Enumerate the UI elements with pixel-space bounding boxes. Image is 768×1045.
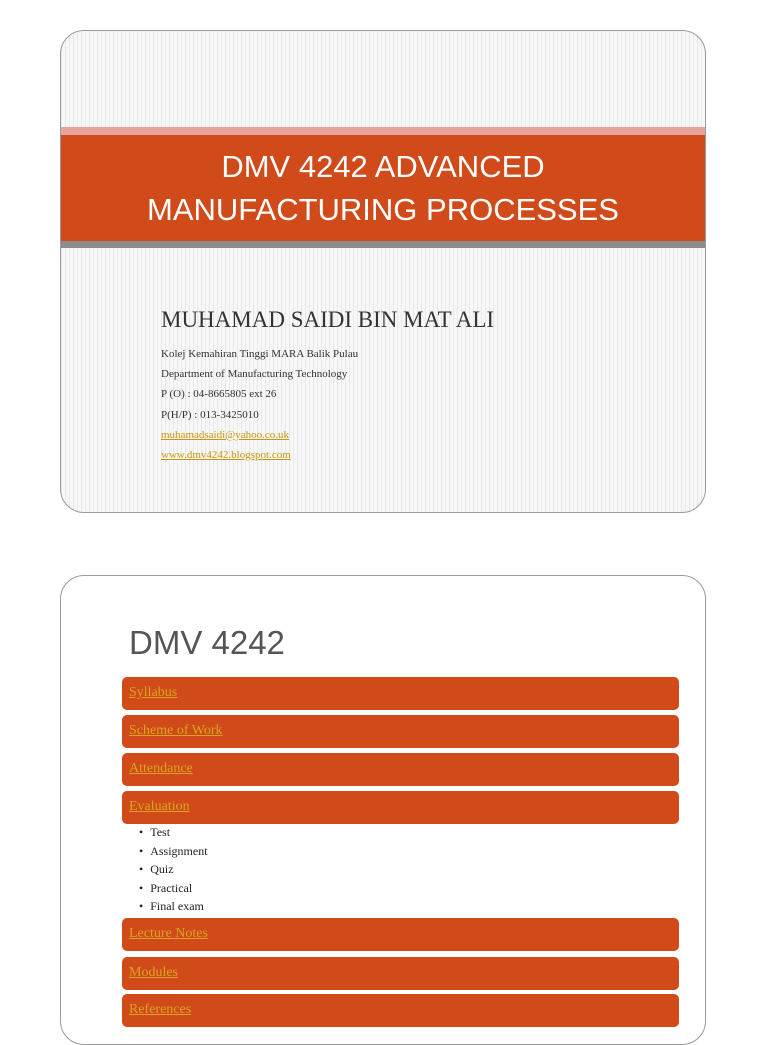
office-phone-text: P (O) : 04-8665805 ext 26 (161, 388, 277, 401)
menu-bar-references (122, 994, 679, 1027)
evaluation-item: • Practical (139, 879, 208, 898)
menu-slide (60, 575, 706, 1045)
institution-text: Kolej Kemahiran Tinggi MARA Balik Pulau (161, 348, 359, 360)
mobile-phone-text: P(H/P) : 013-3425010 (161, 408, 259, 421)
evaluation-list (139, 823, 208, 916)
menu-bar-scheme-of-work (122, 715, 679, 748)
evaluation-item: • Test (139, 823, 208, 842)
email-link[interactable]: muhamadsaidi@yahoo.co.uk (161, 428, 290, 441)
contact-info (161, 344, 358, 465)
menu-bar-attendance (122, 753, 679, 786)
references-link[interactable]: References (129, 1002, 192, 1017)
evaluation-item: • Assignment (139, 842, 208, 861)
evaluation-item: • Quiz (139, 860, 208, 879)
menu-bar-lecture-notes (122, 918, 679, 951)
title-slide (60, 30, 706, 513)
scheme-of-work-link[interactable]: Scheme of Work (129, 723, 223, 738)
menu-bar-syllabus (122, 677, 679, 710)
menu-bar-modules (122, 957, 679, 990)
menu-bar-evaluation (122, 791, 679, 824)
modules-link[interactable]: Modules (129, 965, 178, 980)
website-item (161, 445, 358, 465)
website-link[interactable]: www.dmv4242.blogspot.com (161, 448, 291, 461)
title-band (61, 135, 705, 241)
author-name: MUHAMAD SAIDI BIN MAT ALI (161, 307, 495, 332)
evaluation-item: • Final exam (139, 897, 208, 916)
attendance-link[interactable]: Attendance (129, 761, 193, 776)
title-band-top-stripe (61, 127, 705, 135)
title-band-bottom-stripe (61, 241, 705, 248)
slide-title: DMV 4242 ADVANCED MANUFACTURING PROCESSES (147, 149, 619, 227)
email-item (161, 425, 358, 445)
menu-slide-title: DMV 4242 (129, 624, 285, 661)
department-text: Department of Manufacturing Technology (161, 368, 348, 381)
evaluation-link[interactable]: Evaluation (129, 799, 190, 814)
lecture-notes-link[interactable]: Lecture Notes (129, 926, 208, 941)
syllabus-link[interactable]: Syllabus (129, 685, 178, 700)
